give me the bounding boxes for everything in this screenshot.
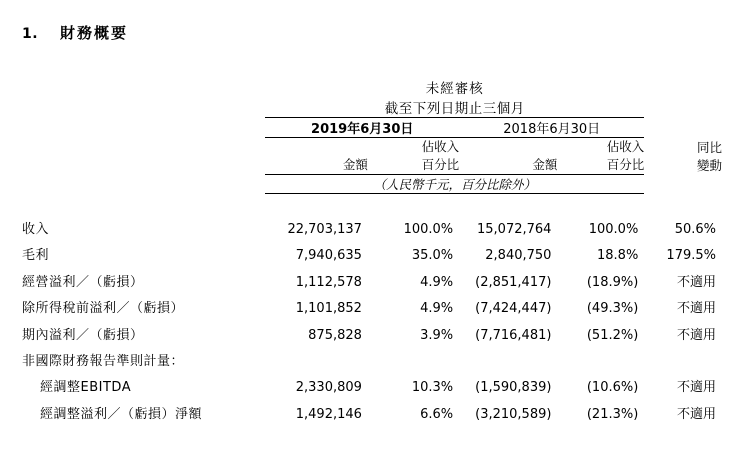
row-change — [644, 348, 722, 374]
row-amount-2019: 7,940,635 — [295, 248, 362, 264]
table-row — [22, 375, 722, 401]
row-pct-2019: 4.9% — [420, 274, 454, 290]
row-label: 經營溢利／（虧損） — [22, 274, 144, 290]
row-pct-2018: 18.8% — [597, 248, 639, 264]
col-header-pct-2019-line2: 百分比 — [421, 157, 460, 173]
row-label: 毛利 — [22, 248, 50, 264]
row-amount-2018: 2,840,750 — [485, 248, 552, 264]
row-change: 179.5% — [666, 248, 716, 264]
row-pct-2018: (21.3%) — [586, 406, 639, 422]
table-header-unaudited — [22, 77, 722, 97]
period-label: 截至下列日期止三個月 — [265, 97, 644, 118]
row-pct-2018: 100.0% — [588, 221, 639, 237]
unit-note-row — [22, 175, 722, 194]
row-pct-2018 — [557, 348, 644, 374]
row-amount-2019: 1,492,146 — [295, 406, 362, 422]
row-label: 經調整溢利／（虧損）淨額 — [40, 406, 203, 422]
table-header-years — [22, 118, 722, 138]
row-pct-2019: 100.0% — [403, 221, 454, 237]
row-change: 不適用 — [676, 327, 716, 343]
col-header-pct-2019-line1: 佔收入 — [421, 139, 460, 154]
col-header-pct-2019 — [368, 138, 459, 175]
table-row — [22, 348, 722, 374]
row-amount-2018: 15,072,764 — [477, 221, 552, 237]
table-row — [22, 322, 722, 348]
row-label: 除所得稅前溢利／（虧損） — [22, 301, 185, 317]
row-amount-2018: (3,210,589) — [475, 406, 552, 422]
row-amount-2018: (1,590,839) — [475, 380, 552, 396]
row-amount-2018: (2,851,417) — [475, 274, 552, 290]
row-pct-2018: (10.6%) — [586, 380, 639, 396]
row-amount-2019: 1,112,578 — [295, 274, 362, 290]
row-change: 不適用 — [676, 380, 716, 396]
row-pct-2019: 4.9% — [420, 301, 454, 317]
section-heading — [22, 22, 718, 43]
row-pct-2019: 10.3% — [411, 380, 454, 396]
table-row — [22, 296, 722, 322]
col-header-pct-2018-line1: 佔收入 — [606, 139, 645, 154]
row-change: 不適用 — [676, 301, 716, 317]
row-amount-2018 — [459, 348, 557, 374]
row-amount-2019: 875,828 — [308, 327, 362, 343]
row-label: 期內溢利／（虧損） — [22, 327, 144, 343]
table-header-period — [22, 97, 722, 118]
period-2018-label: 2018年6月30日 — [459, 118, 644, 138]
col-header-change-line1: 同比 — [696, 139, 722, 155]
row-pct-2018: (18.9%) — [586, 274, 639, 290]
col-header-pct-2018-line2: 百分比 — [606, 157, 645, 173]
row-amount-2019: 2,330,809 — [295, 380, 362, 396]
row-pct-2018: (51.2%) — [586, 327, 639, 343]
row-label: 收入 — [22, 221, 50, 237]
unit-note: （人民幣千元，百分比除外） — [265, 175, 644, 194]
col-header-change — [644, 138, 722, 175]
row-label: 非國際財務報告準則計量： — [22, 353, 185, 369]
row-amount-2018: (7,716,481) — [475, 327, 552, 343]
table-row — [22, 269, 722, 295]
col-header-pct-2018 — [557, 138, 644, 175]
page-title: 財務概要 — [60, 24, 129, 42]
table-spacer — [22, 194, 722, 217]
row-pct-2019 — [368, 348, 459, 374]
row-label: 經調整EBITDA — [40, 380, 132, 396]
period-2019-label: 2019年6月30日 — [265, 118, 459, 138]
table-row — [22, 243, 722, 269]
table-row — [22, 216, 722, 242]
col-header-change-line2: 變動 — [696, 157, 722, 173]
unaudited-label: 未經審核 — [425, 81, 484, 97]
row-pct-2019: 6.6% — [420, 406, 454, 422]
row-pct-2019: 3.9% — [420, 327, 454, 343]
row-change: 不適用 — [676, 406, 716, 422]
table-header-columns — [22, 138, 722, 175]
row-change: 50.6% — [674, 221, 716, 237]
row-pct-2019: 35.0% — [411, 248, 454, 264]
row-amount-2018: (7,424,447) — [475, 301, 552, 317]
financial-summary-table — [22, 77, 722, 428]
col-header-amount-2018: 金額 — [532, 157, 558, 173]
row-pct-2018: (49.3%) — [586, 301, 639, 317]
section-number: 1. — [22, 26, 39, 42]
table-row — [22, 401, 722, 427]
row-amount-2019: 22,703,137 — [287, 221, 362, 237]
row-amount-2019 — [265, 348, 368, 374]
col-header-amount-2019: 金額 — [342, 157, 368, 173]
row-amount-2019: 1,101,852 — [295, 301, 362, 317]
row-change: 不適用 — [676, 274, 716, 290]
